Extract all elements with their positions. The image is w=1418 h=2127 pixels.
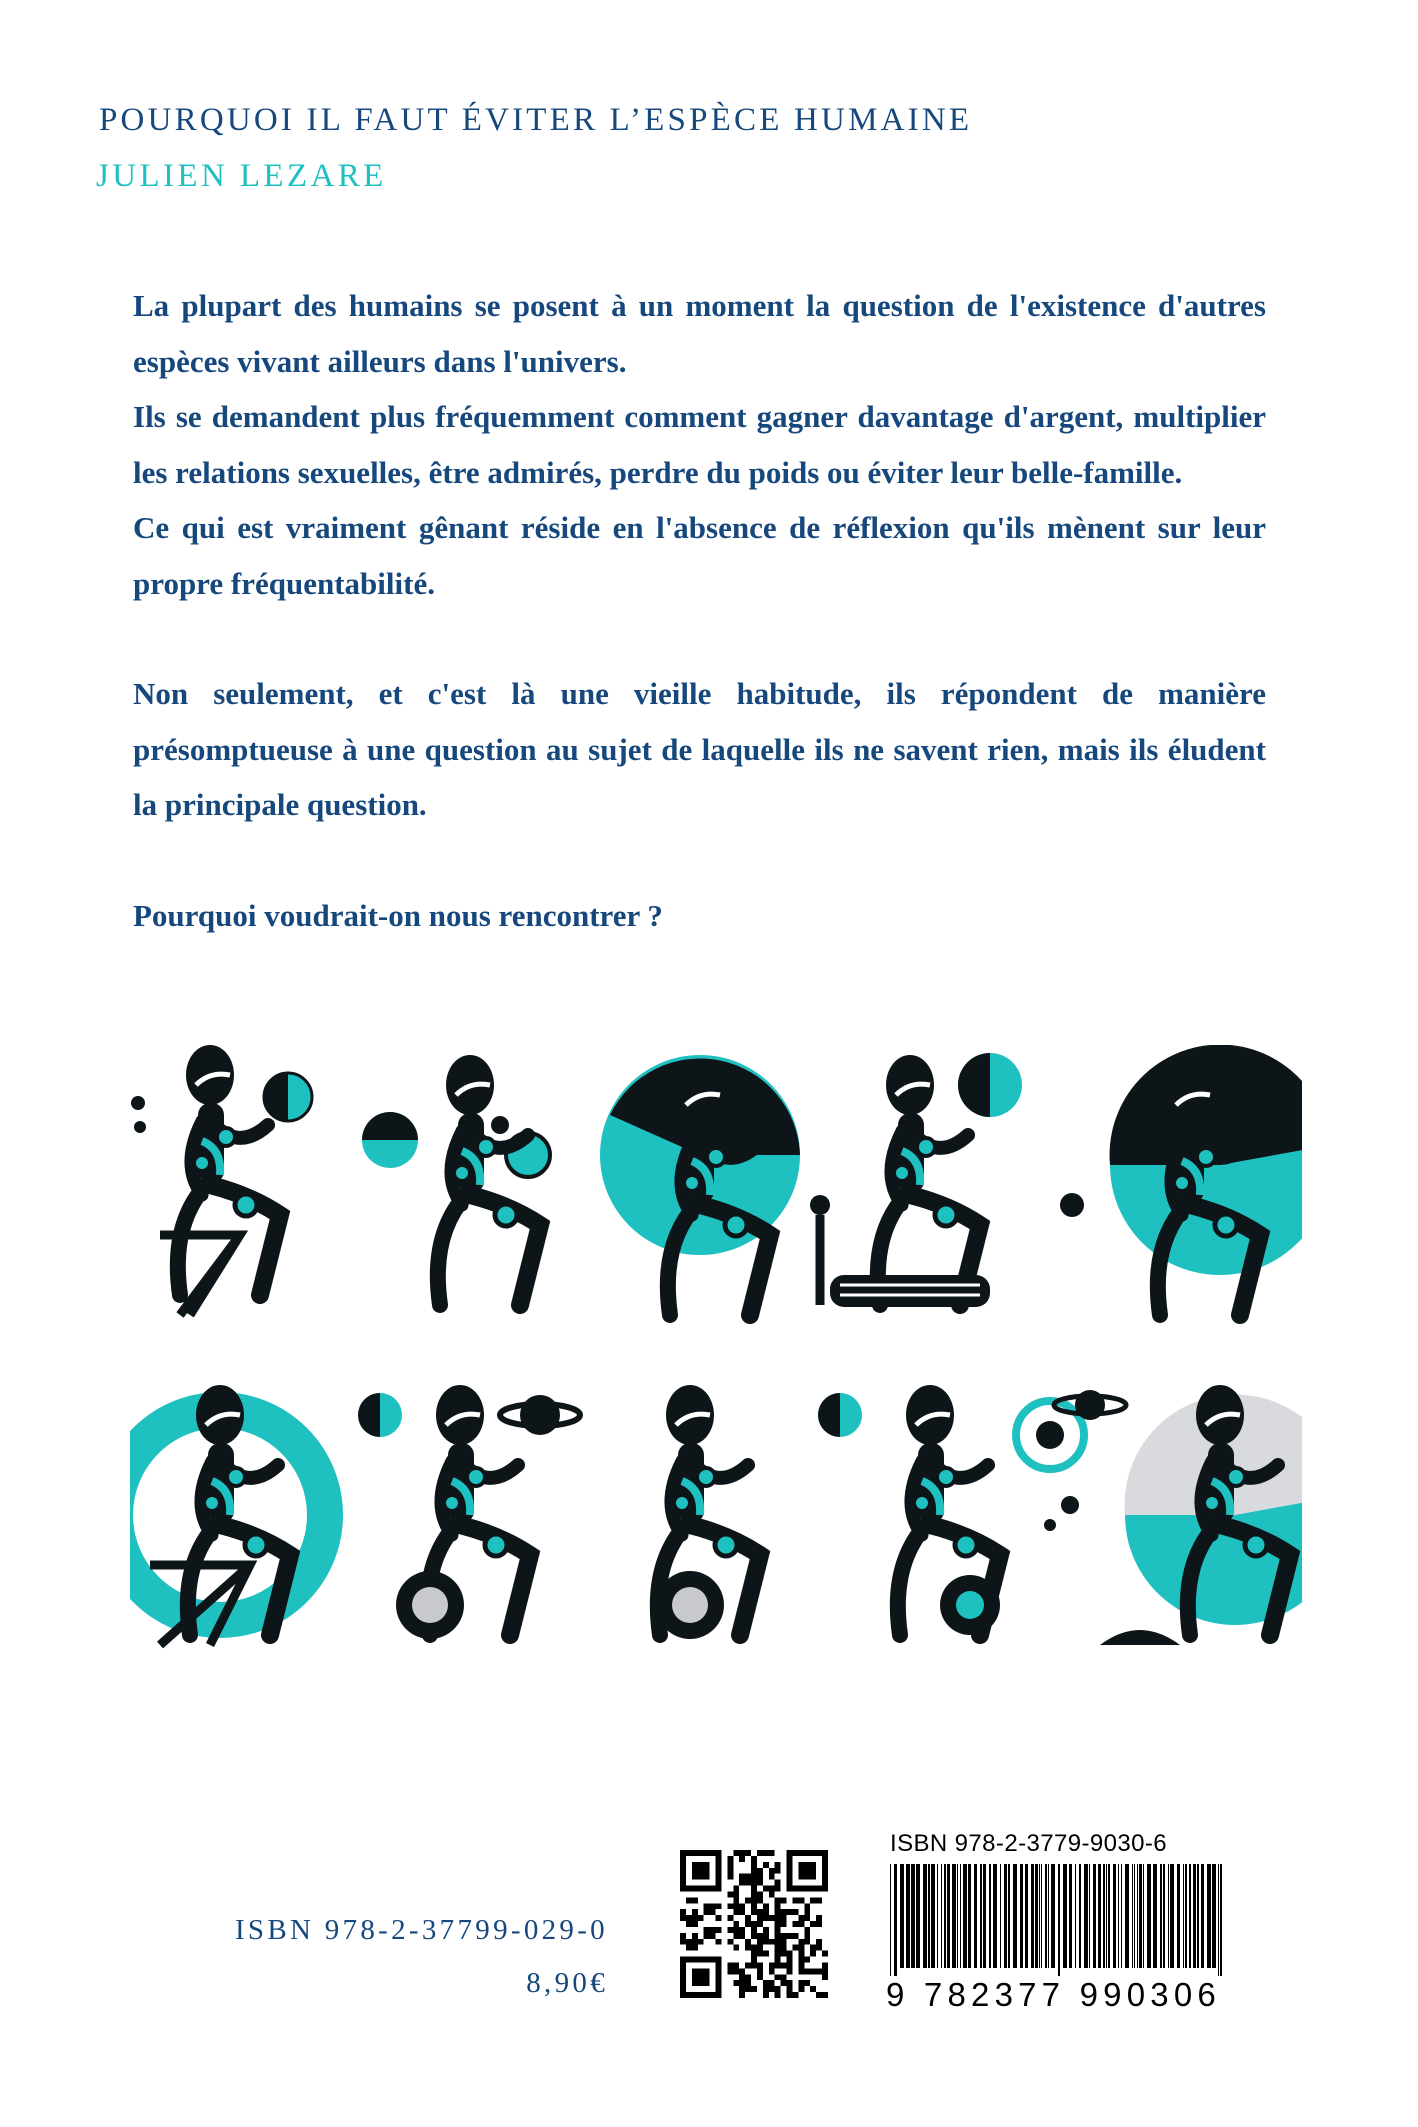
figure-9 (818, 1385, 1084, 1635)
figure-3 (600, 1055, 830, 1315)
barcode-number: 9 782377 990306 (886, 1976, 1221, 2013)
figure-6 (130, 1385, 325, 1645)
book-title: POURQUOI IL FAUT ÉVITER L’ESPÈCE HUMAINE (99, 102, 973, 138)
isbn-label: ISBN 978-2-37799-029-0 (234, 1914, 608, 1946)
figure-7 (358, 1385, 580, 1639)
barcode-isbn-text: ISBN 978-2-3779-9030-6 (890, 1830, 1167, 1857)
author-name: JULIEN LEZARE (96, 158, 387, 194)
blurb-question: Pourquoi voudrait-on nous rencontrer ? (133, 897, 663, 933)
alien-figures-illustration (130, 1045, 1302, 1685)
barcode-bars (886, 1864, 1228, 1976)
figure-2 (362, 1055, 550, 1305)
back-cover-blurb (133, 278, 1266, 943)
figure-4 (830, 1053, 1022, 1307)
qr-code (680, 1850, 828, 1998)
figure-8 (656, 1385, 760, 1639)
blurb-paragraph-3: Ce qui est vraiment gênant réside en l'absence de réflexion qu'ils mènent sur leur propre fréquentabilité. (133, 510, 1266, 601)
blurb-paragraph-2: Ils se demandent plus fréquemment comment gagner davantage d'argent, multiplier les relations sexuelles, être admirés, perdre du poids ou éviter leur belle-famille. (133, 399, 1266, 490)
blurb-paragraph-1: La plupart des humains se posent à un moment la question de l'existence d'autres espèces vivant ailleurs dans l'univers. (133, 288, 1266, 379)
price-label: 8,90€ (526, 1967, 608, 1999)
figure-1 (131, 1045, 312, 1315)
isbn-barcode (886, 1830, 1228, 2020)
figure-10 (1054, 1385, 1302, 1645)
blurb-paragraph-4: Non seulement, et c'est là une vieille habitude, ils répondent de manière présomptueuse à une question au sujet de laquelle ils ne savent rien, mais ils éludent la principale question. (133, 676, 1266, 822)
figure-5 (1060, 1045, 1302, 1315)
